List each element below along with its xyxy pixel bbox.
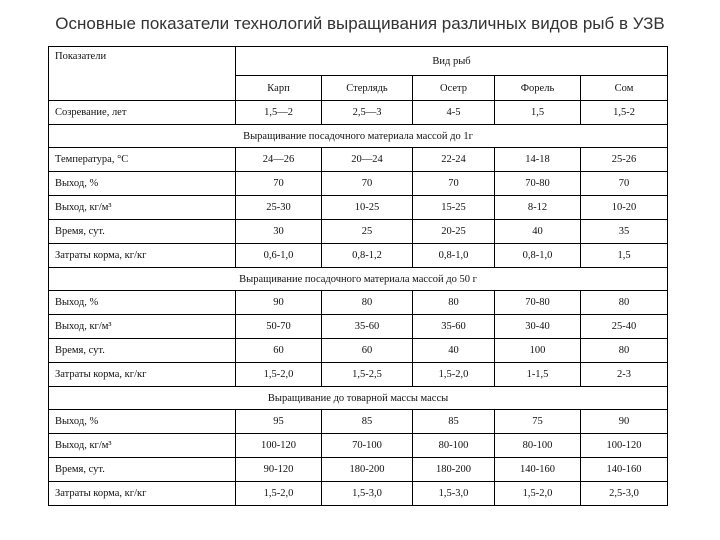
table-cell: 1,5-2,0 bbox=[495, 482, 581, 506]
species-header: Осетр bbox=[413, 76, 495, 101]
table-row bbox=[49, 291, 668, 315]
table-cell: 140-160 bbox=[581, 458, 668, 482]
table-cell: 35-60 bbox=[413, 315, 495, 339]
section-row bbox=[49, 125, 668, 148]
species-header: Сом bbox=[581, 76, 668, 101]
table-row bbox=[49, 244, 668, 268]
table-cell: 70 bbox=[322, 172, 413, 196]
table-cell: 2-3 bbox=[581, 363, 668, 387]
section-title: Выращивание посадочного материала массой до 1г bbox=[49, 125, 668, 148]
row-label: Температура, °С bbox=[49, 148, 236, 172]
species-header: Карп bbox=[236, 76, 322, 101]
table-cell: 30 bbox=[236, 220, 322, 244]
section-row bbox=[49, 387, 668, 410]
table-cell: 8-12 bbox=[495, 196, 581, 220]
table-cell: 80 bbox=[413, 291, 495, 315]
table-cell: 70 bbox=[413, 172, 495, 196]
table-cell: 60 bbox=[322, 339, 413, 363]
table-cell: 0,8-1,2 bbox=[322, 244, 413, 268]
table-cell: 10-25 bbox=[322, 196, 413, 220]
table-row bbox=[49, 458, 668, 482]
species-group-header: Вид рыб bbox=[236, 47, 668, 76]
table-cell: 25-40 bbox=[581, 315, 668, 339]
row-label: Выход, % bbox=[49, 410, 236, 434]
row-label: Время, сут. bbox=[49, 458, 236, 482]
table-cell: 70-100 bbox=[322, 434, 413, 458]
table-cell: 10-20 bbox=[581, 196, 668, 220]
table-cell: 25 bbox=[322, 220, 413, 244]
table-cell: 2,5-3,0 bbox=[581, 482, 668, 506]
table-row bbox=[49, 148, 668, 172]
table-cell: 100 bbox=[495, 339, 581, 363]
table-row bbox=[49, 196, 668, 220]
table-cell: 15-25 bbox=[413, 196, 495, 220]
table-cell: 40 bbox=[413, 339, 495, 363]
page-title: Основные показатели технологий выращивания различных видов рыб в УЗВ bbox=[55, 14, 665, 33]
row-label: Выход, % bbox=[49, 291, 236, 315]
table-cell: 1,5-2,0 bbox=[236, 363, 322, 387]
row-label: Выход, кг/м³ bbox=[49, 315, 236, 339]
section-row bbox=[49, 268, 668, 291]
table-cell: 20-25 bbox=[413, 220, 495, 244]
table-cell: 50-70 bbox=[236, 315, 322, 339]
table-cell: 90-120 bbox=[236, 458, 322, 482]
row-label: Затраты корма, кг/кг bbox=[49, 244, 236, 268]
table-cell: 60 bbox=[236, 339, 322, 363]
table-cell: 0,8-1,0 bbox=[495, 244, 581, 268]
table-cell: 180-200 bbox=[322, 458, 413, 482]
table-cell: 25-26 bbox=[581, 148, 668, 172]
table-row bbox=[49, 339, 668, 363]
table-cell: 85 bbox=[413, 410, 495, 434]
table-cell: 2,5—3 bbox=[322, 101, 413, 125]
table-cell: 1,5-2,0 bbox=[413, 363, 495, 387]
table-cell: 75 bbox=[495, 410, 581, 434]
row-label: Время, сут. bbox=[49, 220, 236, 244]
table-cell: 70 bbox=[236, 172, 322, 196]
table-cell: 20—24 bbox=[322, 148, 413, 172]
table-cell: 1,5 bbox=[495, 101, 581, 125]
table-cell: 14-18 bbox=[495, 148, 581, 172]
table-row bbox=[49, 315, 668, 339]
table-cell: 40 bbox=[495, 220, 581, 244]
table-row bbox=[49, 434, 668, 458]
table-cell: 95 bbox=[236, 410, 322, 434]
table-row bbox=[49, 482, 668, 506]
table-row bbox=[49, 220, 668, 244]
table-row bbox=[49, 101, 668, 125]
table-row bbox=[49, 172, 668, 196]
table-cell: 80 bbox=[322, 291, 413, 315]
table-cell: 90 bbox=[581, 410, 668, 434]
table-cell: 140-160 bbox=[495, 458, 581, 482]
table-cell: 180-200 bbox=[413, 458, 495, 482]
species-header: Стерлядь bbox=[322, 76, 413, 101]
row-label: Затраты корма, кг/кг bbox=[49, 363, 236, 387]
table-cell: 22-24 bbox=[413, 148, 495, 172]
table-cell: 35 bbox=[581, 220, 668, 244]
table-cell: 80-100 bbox=[413, 434, 495, 458]
row-label: Затраты корма, кг/кг bbox=[49, 482, 236, 506]
row-label: Созревание, лет bbox=[49, 101, 236, 125]
section-title: Выращивание посадочного материала массой до 50 г bbox=[49, 268, 668, 291]
table-cell: 90 bbox=[236, 291, 322, 315]
section-title: Выращивание до товарной массы массы bbox=[49, 387, 668, 410]
table-cell: 1-1,5 bbox=[495, 363, 581, 387]
table-cell: 80 bbox=[581, 339, 668, 363]
table-cell: 35-60 bbox=[322, 315, 413, 339]
table-cell: 24—26 bbox=[236, 148, 322, 172]
table-row bbox=[49, 363, 668, 387]
species-header: Форель bbox=[495, 76, 581, 101]
table-cell: 0,6-1,0 bbox=[236, 244, 322, 268]
table-cell: 25-30 bbox=[236, 196, 322, 220]
table-cell: 70-80 bbox=[495, 291, 581, 315]
table-cell: 30-40 bbox=[495, 315, 581, 339]
table-cell: 100-120 bbox=[236, 434, 322, 458]
row-label: Время, сут. bbox=[49, 339, 236, 363]
indicator-header: Показатели bbox=[49, 47, 236, 101]
table-cell: 1,5-2,5 bbox=[322, 363, 413, 387]
table-cell: 70 bbox=[581, 172, 668, 196]
table-cell: 1,5—2 bbox=[236, 101, 322, 125]
table-cell: 4-5 bbox=[413, 101, 495, 125]
table-cell: 1,5-2 bbox=[581, 101, 668, 125]
table-cell: 1,5-3,0 bbox=[413, 482, 495, 506]
fish-table bbox=[48, 46, 668, 506]
table-cell: 1,5-2,0 bbox=[236, 482, 322, 506]
table-cell: 85 bbox=[322, 410, 413, 434]
table-cell: 0,8-1,0 bbox=[413, 244, 495, 268]
table-row bbox=[49, 410, 668, 434]
table-cell: 1,5 bbox=[581, 244, 668, 268]
table-cell: 80-100 bbox=[495, 434, 581, 458]
row-label: Выход, кг/м³ bbox=[49, 196, 236, 220]
row-label: Выход, % bbox=[49, 172, 236, 196]
row-label: Выход, кг/м³ bbox=[49, 434, 236, 458]
table-cell: 80 bbox=[581, 291, 668, 315]
table-cell: 100-120 bbox=[581, 434, 668, 458]
table-cell: 1,5-3,0 bbox=[322, 482, 413, 506]
table-cell: 70-80 bbox=[495, 172, 581, 196]
